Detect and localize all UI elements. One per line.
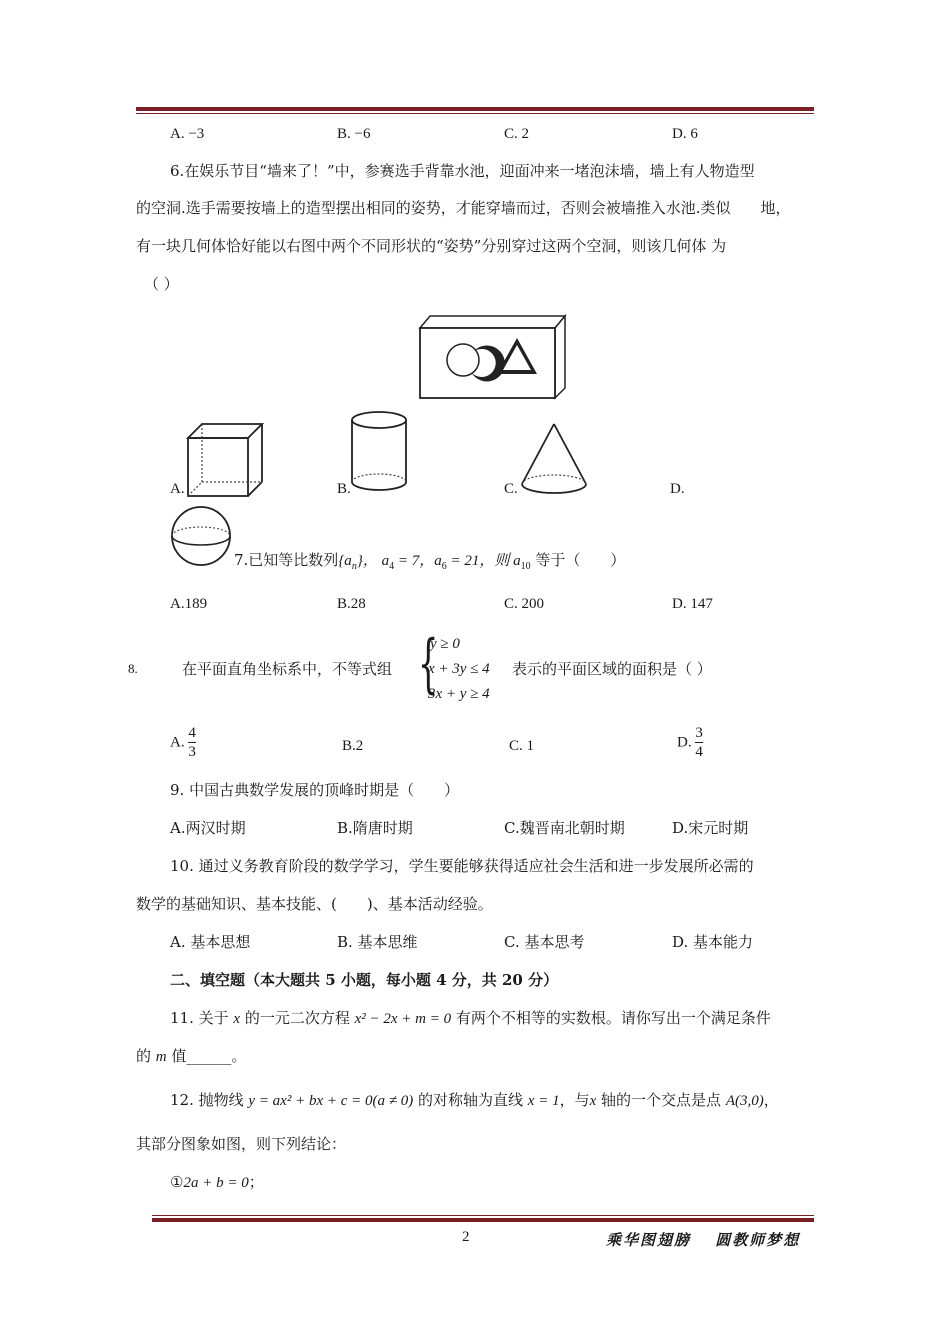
q7-option-c: C. 200 [504, 596, 545, 612]
q8-option-d: D. $\frac{3}{4}$ [677, 725, 703, 760]
q11-line2: 的 m 值______。 [136, 1047, 247, 1065]
q8-option-c: C. 1 [509, 738, 535, 754]
section-heading: 二、填空题（本大题共 5 小题，每小题 4 分，共 20 分） [170, 971, 559, 989]
q5-option-c: C. 2 [504, 126, 530, 142]
q5-option-b: B. −6 [337, 126, 371, 142]
header-rule-thin [136, 113, 814, 114]
sphere-figure [170, 500, 234, 572]
q6-option-c: C. [504, 481, 518, 497]
header-rule-thick [136, 107, 814, 111]
q6-line4: （ ） [144, 275, 179, 293]
q9-option-c: C.魏晋南北朝时期 [504, 819, 625, 837]
q6-option-d: D. [670, 481, 685, 497]
q9-option-d: D.宋元时期 [672, 819, 749, 837]
cylinder-figure [346, 408, 412, 496]
cone-figure [516, 420, 592, 496]
q11-line1: 11. 关于 x 的一元二次方程 x² − 2x + m = 0 有两个不相等的实数根。请你写出一个满足条件 [170, 1009, 771, 1027]
footer-rule-thick [152, 1218, 814, 1222]
q5-option-a: A. −3 [170, 126, 205, 142]
q9-option-a: A.两汉时期 [170, 819, 246, 837]
q6-option-a: A. [170, 481, 185, 497]
q6-line3: 有一块几何体恰好能以右图中两个不同形状的“姿势”分别穿过这两个空洞，则该几何体 为 [136, 237, 727, 255]
q7-option-d: D. 147 [672, 596, 713, 612]
q8-text-after: 表示的平面区域的面积是（ ） [512, 660, 712, 678]
q8-number: 8. [128, 661, 138, 676]
q8-brace: { [418, 627, 439, 701]
footer-slogan: 乘华图翅膀 圆教师梦想 [606, 1231, 801, 1249]
q6-line2: 的空洞.选手需要按墙上的造型摆出相同的姿势，才能穿墙而过，否则会被墙推入水池.类似 地， [136, 199, 791, 217]
q5-option-d: D. 6 [672, 126, 698, 142]
q8-text-before: 在平面直角坐标系中，不等式组 [182, 660, 393, 678]
q10-line2: 数学的基础知识、基本技能、( )、基本活动经验。 [136, 895, 493, 913]
q8-option-d-fraction: $\frac{3}{4}$ [695, 725, 703, 760]
q8-option-b: B.2 [342, 738, 364, 754]
q9-question: 9. 中国古典数学发展的顶峰时期是（ ） [170, 781, 460, 799]
q6-option-b: B. [337, 481, 351, 497]
q6-line1: 6.在娱乐节目“墙来了！”中，参赛选手背靠水池，迎面冲来一堵泡沫墙，墙上有人物造型 [170, 162, 755, 180]
q10-line1: 10. 通过义务教育阶段的数学学习，学生要能够获得适应社会生活和进一步发展所必需的 [170, 857, 754, 875]
q8-option-a-fraction: $\frac{4}{3}$ [188, 725, 196, 760]
q10-option-d: D. 基本能力 [672, 933, 754, 951]
q9-option-b: B.隋唐时期 [337, 819, 413, 837]
q8-ineq1: y ≥ 0 [430, 636, 460, 652]
page-number: 2 [462, 1229, 470, 1245]
q8-ineq3: 3x + y ≥ 4 [428, 686, 490, 702]
footer-rule-thin [152, 1215, 814, 1216]
q8-option-a: A. $\frac{4}{3}$ [170, 725, 196, 760]
q10-option-b: B. 基本思维 [337, 933, 418, 951]
wall-figure [415, 310, 569, 400]
q12-line2: 其部分图象如图，则下列结论： [136, 1135, 347, 1153]
q10-option-a: A. 基本思想 [170, 933, 251, 951]
q7-question: 7.已知等比数列$\{a_n\}$， $a_4 = 7$，$a_6 = 21$，则 $a_{10}$ 等于（ ） [234, 551, 626, 572]
q10-option-c: C. 基本思考 [504, 933, 585, 951]
q7-option-a: A.189 [170, 596, 208, 612]
q12-line1: 12. 抛物线 y = ax² + bx + c = 0(a ≠ 0) 的对称轴为直线 x = 1，与x 轴的一个交点是点 A(3,0)， [170, 1091, 779, 1109]
q12-item1: ①2a + b = 0； [170, 1173, 264, 1191]
q7-option-b: B.28 [337, 596, 366, 612]
cube-figure [182, 420, 268, 498]
q8-ineq2: x + 3y ≤ 4 [428, 661, 490, 677]
